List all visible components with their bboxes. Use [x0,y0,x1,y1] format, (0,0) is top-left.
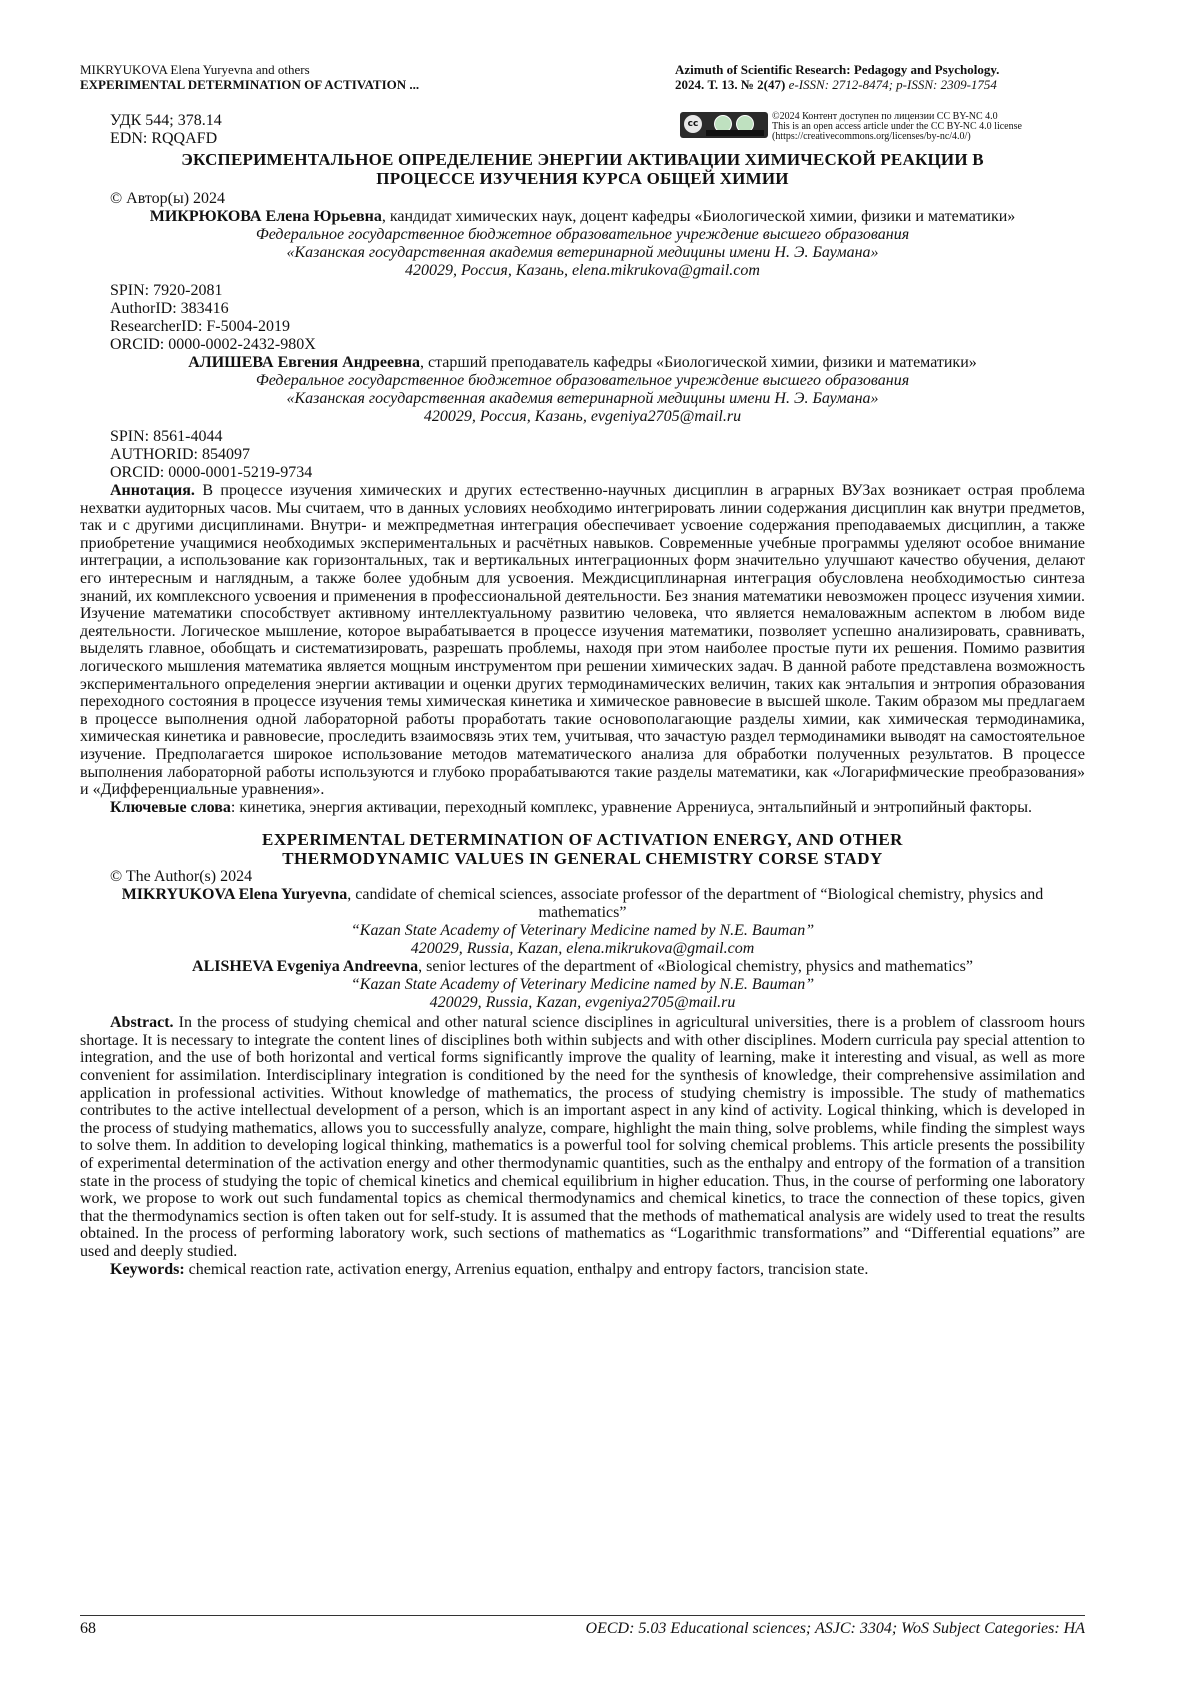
abstract-en-text: In the process of studying chemical and other natural science disciplines in agricultural universities, there is a problem of classroom hours shortage. It is necessary to integrate the content lines of disciplines both within subjects and with other disciplines. Modern curricula pay special attention to integration, and the use of both horizontal and vertical forms significantly improve the quality of learning, make it interesting and visual, as well as more convenient for assimilation. Interdisciplinary integration is conditioned by the need for the synthesis of knowledge, their comprehensive assimilation and application in professional activities. Without knowledge of mathematics, the process of studying chemistry is impossible. The study of mathematics contributes to the active intellectual development of a person, which is an important aspect in any kind of activity. Logical thinking, which is developed in the process of studying mathematics, allows you to successfully analyze, compare, highlight the main thing, solve problems, while finding the simplest ways to solve them. In addition to developing logical thinking, mathematics is a powerful tool for solving chemical problems. This article presents the possibility of experimental determination of the activation energy and other thermodynamic quantities, such as the enthalpy and entropy of the formation of a transition state in the process of studying the topic of chemical kinetics and chemical equilibrium in higher education. Thus, in the course of performing one laboratory work, we propose to work out such fundamental topics as chemical thermodynamics and chemical kinetics, to trace the connection of these topics, given that the thermodynamics section is often taken out for self-study. It is assumed that the methods of mathematical analysis are widely used to treat the results obtained. In the process of performing laboratory work, such sections of mathematics as “Logarithmic transformations” and “Differential equations” are used and deeply studied. [80,1014,1085,1260]
author1-spin: SPIN: 7920-2081 [110,282,223,299]
author2-en-aff-line2: 420029, Russia, Kazan, evgeniya2705@mail.ru [429,994,736,1012]
copyright-en: © The Author(s) 2024 [110,868,253,886]
keywords-ru-text: : кинетика, энергия активации, переходный комплекс, уравнение Аррениуса, энтальпийный и энтропийный факторы. [230,798,1033,816]
author2-ru-aff-line1: Федеральное государственное бюджетное образовательное учреждение высшего образования [255,372,910,389]
author1-en [80,886,1085,922]
title-en [80,830,1085,868]
page-footer [80,1615,1085,1638]
abstract-ru-label: Аннотация. [110,482,195,499]
license-line-en: This is an open access article under the CC BY-NC 4.0 license [772,121,1022,132]
author1-orcid: ORCID: 0000-0002-2432-980X [110,336,316,353]
edn-code: EDN: RQQAFD [110,130,218,147]
cc-by-nc-logo [680,112,768,138]
license-line-ru: ©2024 Контент доступен по лицензии CC BY-NC 4.0 [772,111,998,122]
keywords-en-text: chemical reaction rate, activation energy, Arrenius equation, enthalpy and entropy factors, trancision state. [184,1260,869,1278]
keywords-en [80,1261,1085,1279]
author1-en-role: , candidate of chemical sciences, associate professor of the department of “Biological chemistry, physics and mathematics” [347,886,1044,922]
author1-ru [80,208,1085,226]
cc-icon: cc [684,115,702,133]
author1-ru-aff-line3: 420029, Россия, Казань, elena.mikrukova@gmail.com [405,262,760,279]
udc-code: УДК 544; 378.14 [110,112,222,129]
author2-spin: SPIN: 8561-4044 [110,428,223,445]
running-header-right [675,62,1085,92]
author2-orcid: ORCID: 0000-0001-5219-9734 [110,464,313,481]
author2-en [80,958,1085,976]
abstract-ru-text: В процессе изучения химических и других естественно-научных дисциплин в аграрных ВУЗах возникает острая проблема нехватки аудиторных часов. Мы считаем, что в данных условиях необходимо интегрировать линии содержания дисциплин как внутри предметов, так и с другими дисциплинами. Внутри- и межпредметная интеграция обеспечивает усвоение содержания преподаваемых дисциплин, а также приобретение учащимися необходимых экспериментальных и расчётных навыков. Современные учебные программы уделяют особое внимание интеграции, а использование как горизонтальных, так и вертикальных интеграционных форм значительно улучшают качество обучения, делают его интересным и наглядным, а также более удобным для усвоения. Междисциплинарная интеграция обусловлена необходимостью синтеза знаний, их комплексного усвоения и применения в профессиональной деятельности. Без знания математики невозможен процесс изучения химии. Изучение математики способствует активному интеллектуальному развитию человека, что является немаловажным аспектом в любом виде деятельности. Логическое мышление, которое вырабатывается в процессе изучения математики, позволяет успешно анализировать, сравнивать, выделять главное, обобщать и систематизировать, разрешать проблемы, находя при этом наиболее простые пути их решения. Помимо развития логического мышления математика является мощным инструментом при решении химических задач. В данной работе представлена возможность экспериментального определения энергии активации и оценки других термодинамических величин, таких как энтальпия и энтропия образования переходного состояния в процессе изучения темы химическая кинетика и химическое равновесие в высшей школе. Таким образом мы предлагаем в процессе выполнения одной лабораторной работы проработать такие основополагающие разделы химии, как химическая термодинамика, химическая кинетика и равновесие, проследить взаимосвязь этих тем, учитывая, что зачастую раздел термодинамики выводят на самостоятельное изучение. Предполагается широкое использование методов математического анализа для обработки полученных результатов. В процессе выполнения лабораторной работы используются и глубоко прорабатываются такие разделы математики, как «Логарифмические преобразования» и «Дифференциальные уравнения». [80,482,1085,799]
author2-ru-role: , старший преподаватель кафедры «Биологической химии, физики и математики» [420,354,977,371]
keywords-ru-label: Ключевые слова [110,798,231,816]
running-header-left [80,62,419,92]
title-en-line2: THERMODYNAMIC VALUES IN GENERAL CHEMISTRY CORSE STADY [282,849,883,869]
license-strip [706,130,764,136]
author1-en-aff-line2: 420029, Russia, Kazan, elena.mikrukova@gmail.com [410,940,755,958]
license-block [680,112,1085,148]
author2-ru-aff-line2: «Казанская государственная академия ветеринарной медицины имени Н. Э. Баумана» [286,390,879,407]
journal-issn: e-ISSN: 2712-8474; p-ISSN: 2309-1754 [785,77,997,92]
author2-en-role: , senior lectures of the department of «Biological chemistry, physics and mathematics” [418,958,973,976]
article-codes [80,112,222,148]
author2-en-aff-line1: “Kazan State Academy of Veterinary Medicine named by N.E. Bauman” [350,976,815,994]
author2-ru-name: АЛИШЕВА Евгения Андреевна [188,354,420,371]
author2-ru-affiliation [80,372,1085,426]
author1-ru-aff-line2: «Казанская государственная академия ветеринарной медицины имени Н. Э. Баумана» [286,244,879,261]
author2-ru-aff-line3: 420029, Россия, Казань, evgeniya2705@mail.ru [423,408,742,425]
page-number: 68 [80,1620,96,1637]
journal-volume: 2024. Т. 13. № 2(47) [675,77,786,92]
author1-researcherid: ResearcherID: F-5004-2019 [110,318,290,335]
article-meta [80,112,1085,148]
author1-ru-affiliation [80,226,1085,280]
title-ru [80,150,1085,188]
abstract-en-label: Abstract. [110,1014,174,1032]
author1-en-aff-line1: “Kazan State Academy of Veterinary Medicine named by N.E. Bauman” [350,922,815,940]
author2-ru [80,354,1085,372]
article-page [80,62,1085,1278]
author1-en-name: MIKRYUKOVA Elena Yuryevna [121,886,348,904]
title-ru-line2: ПРОЦЕССЕ ИЗУЧЕНИЯ КУРСА ОБЩЕЙ ХИМИИ [376,169,789,188]
author1-en-affiliation [80,922,1085,958]
keywords-en-label: Keywords: [110,1260,185,1278]
abstract-ru [80,482,1085,799]
author1-ru-aff-line1: Федеральное государственное бюджетное образовательное учреждение высшего образования [255,226,910,243]
license-url: (https://creativecommons.org/licenses/by-nc/4.0/) [772,131,971,142]
author1-authorid: AuthorID: 383416 [110,300,229,317]
subject-classification: OECD: 5.03 Educational sciences; ASJC: 3304; WoS Subject Categories: HA [585,1620,1085,1637]
author1-identifiers [80,282,1085,354]
author2-authorid: AUTHORID: 854097 [110,446,250,463]
title-ru-line1: ЭКСПЕРИМЕНТАЛЬНОЕ ОПРЕДЕЛЕНИЕ ЭНЕРГИИ АКТИВАЦИИ ХИМИЧЕСКОЙ РЕАКЦИИ В [181,150,984,169]
author2-identifiers [80,428,1085,482]
license-text [772,112,1022,142]
author2-en-affiliation [80,976,1085,1012]
journal-issue [675,77,1085,92]
journal-name: Azimuth of Scientific Research: Pedagogy and Psychology. [675,62,1000,77]
author2-en-name: ALISHEVA Evgeniya Andreevna [192,958,419,976]
running-header [80,62,1085,106]
keywords-ru [80,799,1085,817]
abstract-en [80,1014,1085,1260]
title-en-line1: EXPERIMENTAL DETERMINATION OF ACTIVATION ENERGY, AND OTHER [262,830,903,850]
header-authors: MIKRYUKOVA Elena Yuryevna and others [80,62,310,77]
header-short-title: EXPERIMENTAL DETERMINATION OF ACTIVATION ... [80,77,420,92]
author1-ru-name: МИКРЮКОВА Елена Юрьевна [149,208,382,225]
author1-ru-role: , кандидат химических наук, доцент кафедры «Биологической химии, физики и математики» [381,208,1016,225]
copyright-ru: © Автор(ы) 2024 [110,190,226,207]
